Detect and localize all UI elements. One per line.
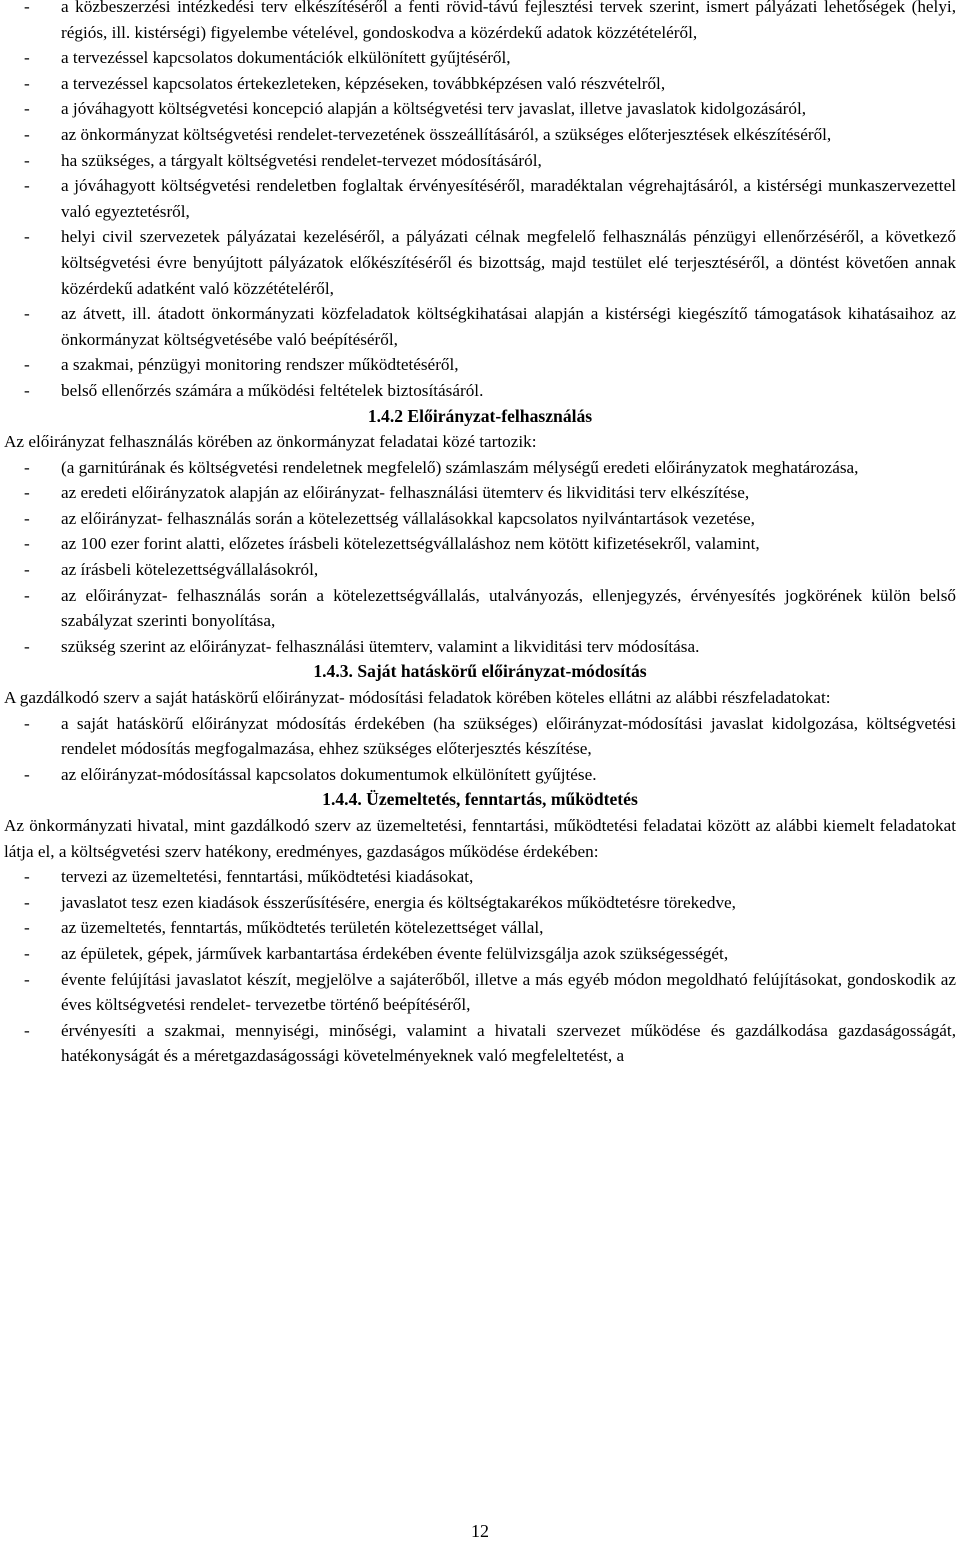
list-item (4, 45, 956, 71)
list-dash-marker: - (24, 150, 30, 170)
section-heading-1-4-4: 1.4.4. Üzemeltetés, fenntartás, működtetés (322, 789, 638, 810)
list-item-text: a közbeszerzési intézkedési terv elkészítéséről a fenti rövid-távú fejlesztési tervek szerint, ismert pályázati lehetőségek (helyi, régiós, ill. kistérségi) figyelembe vételével, gondoskodva a közérdekű adatok közzétételéről, (61, 0, 956, 42)
list-item (4, 890, 956, 916)
list-dash-marker: - (24, 0, 30, 16)
list-item (4, 634, 956, 660)
list-item (4, 915, 956, 941)
list-item (4, 583, 956, 634)
list-dash-marker: - (24, 560, 30, 580)
list-item-text: javaslatot tesz ezen kiadások ésszerűsítésére, energia és költségtakarékos működtetésre törekedve, (61, 892, 736, 912)
section-1-4-4-intro: Az önkormányzati hivatal, mint gazdálkodó szerv az üzemeltetési, fenntartási, működtetési feladatai között az alábbi kiemelt feladatokat látja el, a költségvetési szerv hatékony, eredményes, gazdaságos működése érdekében: (4, 816, 956, 861)
section-1-4-4-list (4, 864, 956, 1069)
section-1-4-3-intro: A gazdálkodó szerv a saját hatáskörű előirányzat- módosítási feladatok körében köteles ellátni az alábbi részfeladatokat: (4, 688, 831, 708)
list-item (4, 864, 956, 890)
list-item (4, 378, 956, 404)
list-dash-marker: - (24, 764, 30, 784)
list-item-text: az üzemeltetés, fenntartás, működtetés területén kötelezettséget vállal, (61, 918, 544, 938)
list-dash-marker: - (24, 585, 30, 605)
list-dash-marker: - (24, 124, 30, 144)
intro-list (4, 0, 956, 404)
list-dash-marker: - (24, 48, 30, 68)
list-item (4, 148, 956, 174)
list-item (4, 455, 956, 481)
list-item (4, 71, 956, 97)
list-item-text: a jóváhagyott költségvetési koncepció alapján a költségvetési terv javaslat, illetve javaslatok kidolgozásáról, (61, 99, 807, 119)
list-item (4, 531, 956, 557)
list-item (4, 711, 956, 762)
list-item (4, 0, 956, 45)
list-dash-marker: - (24, 534, 30, 554)
list-dash-marker: - (24, 867, 30, 887)
list-item-text: a tervezéssel kapcsolatos dokumentációk elkülönített gyűjtéséről, (61, 48, 511, 68)
list-dash-marker: - (24, 943, 30, 963)
section-1-4-2-list (4, 455, 956, 660)
list-item-text: belső ellenőrzés számára a működési feltételek biztosításáról. (61, 380, 484, 400)
section-heading-1-4-3: 1.4.3. Saját hatáskörű előirányzat-módosítás (313, 661, 647, 682)
list-dash-marker: - (24, 1020, 30, 1040)
list-item-text: a jóváhagyott költségvetési rendeletben foglaltak érvényesítéséről, maradéktalan végrehajtásáról, a kistérségi munkaszervezettel való egyeztetésről, (61, 176, 956, 221)
list-dash-marker: - (24, 969, 30, 989)
list-item (4, 967, 956, 1018)
list-dash-marker: - (24, 713, 30, 733)
list-dash-marker: - (24, 457, 30, 477)
list-item-text: az önkormányzat költségvetési rendelet-tervezetének összeállításáról, a szükséges előterjesztések elkészítéséről, (61, 124, 832, 144)
list-item (4, 557, 956, 583)
list-dash-marker: - (24, 508, 30, 528)
list-dash-marker: - (24, 380, 30, 400)
list-item (4, 122, 956, 148)
section-heading-1-4-2: 1.4.2 Előirányzat-felhasználás (367, 405, 593, 426)
list-item (4, 96, 956, 122)
list-item-text: az átvett, ill. átadott önkormányzati közfeladatok költségkihatásai alapján a kistérségi kiegészítő támogatások kihatásaihoz az önkormányzat költségvetésébe való beépítéséről, (61, 304, 956, 349)
list-item-text: az épületek, gépek, járművek karbantartása érdekében évente felülvizsgálja azok szükségességét, (61, 943, 729, 963)
list-item-text: a saját hatáskörű előirányzat módosítás érdekében (ha szükséges) előirányzat-módosítási javaslat kidolgozása, költségvetési rendelet módosítás megfogalmazása, ehhez szükséges előterjesztés készítése, (61, 713, 956, 759)
list-item-text: évente felújítási javaslatot készít, megjelölve a sajáterőből, illetve a más egyéb módon megoldható felújításokat, gondoskodik az éves költségvetési rendelet- tervezetbe történő beépítéséről, (61, 969, 956, 1015)
list-item-text: az írásbeli kötelezettségvállalásokról, (61, 560, 319, 580)
list-dash-marker: - (24, 227, 30, 247)
list-item (4, 941, 956, 967)
list-item (4, 224, 956, 301)
list-dash-marker: - (24, 636, 30, 656)
list-item-text: helyi civil szervezetek pályázatai kezeléséről, a pályázati célnak megfelelő felhasználás pénzügyi ellenőrzéséről, a következő költségvetési évre benyújtott pályázatok előkészítéséről és bizottság, majd testület elé terjesztéséről, a döntést követően annak közérdekű adatként való közzétételéről, (61, 227, 956, 298)
list-item (4, 506, 956, 532)
list-item-text: a szakmai, pénzügyi monitoring rendszer működtetéséről, (61, 355, 459, 375)
list-item (4, 352, 956, 378)
list-item (4, 301, 956, 352)
list-item-text: az előirányzat- felhasználás során a kötelezettségvállalás, utalványozás, ellenjegyzés, érvényesítés jogkörének külön belső szabályzat szerinti bonyolítása, (61, 585, 956, 631)
list-item-text: az előirányzat- felhasználás során a kötelezettség vállalásokkal kapcsolatos nyilvántartások vezetése, (61, 508, 755, 528)
list-item (4, 173, 956, 224)
list-item-text: a tervezéssel kapcsolatos értekezleteken, képzéseken, továbbképzésen való részvételről, (61, 73, 666, 93)
list-dash-marker: - (24, 304, 30, 324)
list-item-text: az 100 ezer forint alatti, előzetes írásbeli kötelezettségvállaláshoz nem kötött kifizetésekről, valamint, (61, 534, 760, 554)
page-number: 12 (471, 1521, 489, 1541)
list-dash-marker: - (24, 483, 30, 503)
list-dash-marker: - (24, 176, 30, 196)
list-dash-marker: - (24, 892, 30, 912)
section-1-4-3-list (4, 711, 956, 788)
list-item-text: ha szükséges, a tárgyalt költségvetési rendelet-tervezet módosításáról, (61, 150, 542, 170)
list-item-text: (a garnitúrának és költségvetési rendeletnek megfelelő) számlaszám mélységű eredeti előirányzatok meghatározása, (61, 457, 859, 477)
list-dash-marker: - (24, 73, 30, 93)
list-dash-marker: - (24, 355, 30, 375)
list-dash-marker: - (24, 918, 30, 938)
list-item-text: érvényesíti a szakmai, mennyiségi, minőségi, valamint a hivatali szervezet működése és gazdálkodása gazdaságosságát, hatékonyságát és a méretgazdaságossági követelményeknek való megfeleltetést, a (61, 1020, 956, 1066)
list-item-text: tervezi az üzemeltetési, fenntartási, működtetési kiadásokat, (61, 867, 474, 887)
list-item (4, 480, 956, 506)
list-item (4, 1018, 956, 1069)
list-item-text: szükség szerint az előirányzat- felhasználási ütemterv, valamint a likviditási terv módosítása. (61, 636, 700, 656)
list-item-text: az előirányzat-módosítással kapcsolatos dokumentumok elkülönített gyűjtése. (61, 764, 597, 784)
section-1-4-2-intro: Az előirányzat felhasználás körében az önkormányzat feladatai közé tartozik: (4, 432, 537, 452)
list-dash-marker: - (24, 99, 30, 119)
list-item-text: az eredeti előirányzatok alapján az előirányzat- felhasználási ütemterv és likviditási terv elkészítése, (61, 483, 750, 503)
list-item (4, 762, 956, 788)
